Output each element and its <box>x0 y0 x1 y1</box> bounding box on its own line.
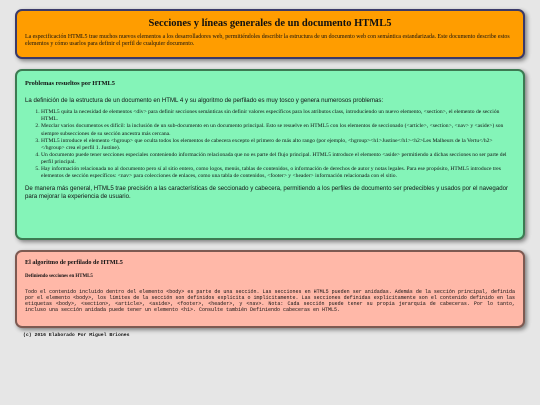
problem-item: 1. HTML5 quita la necesidad de elementos <div> para definir secciones semánticas sin definir valores específicos para los atributos class, introduciendo un nuevo elemento, <section>, el elemento de sección HTML. <box>41 109 515 123</box>
problem-item: 4. Un documento puede tener secciones especiales conteniendo información relacionada que no es parte del flujo principal. HTML5 introduce el elemento <aside> permitiendo a dichas secciones no ser parte del perfil principal. <box>41 152 515 166</box>
problem-item: 3. HTML5 introduce el elemento <hgroup> que oculta todos los elementos de cabecera excepto el primero de más alto rango (por ejemplo, <hgroup><h1>Justine</h1><h2>Les Malheurs de la Vertu</h2></hgroup> crea el perfil 1. Justine). <box>41 138 515 152</box>
problems-section <box>15 69 525 240</box>
header-description: La especificación HTML5 trae muchos nuevos elementos a los desarrolladores web, permitiéndoles describir la estructura de un documento web con semántica estandarizada. Este documento describe estos elementos y cómo usarlos para definir el perfil de cualquier documento. <box>25 34 510 48</box>
page-title: Secciones y líneas generales de un documento HTML5 <box>148 18 392 29</box>
problem-item: 5. Hay información relacionada no al documento pero sí al sitio entero, como logos, menús, tablas de contenidos, o información de derechos de autor y notas legales. Para ese propósito, HTML5 introduce tres elementos de sección específicos: <nav> para colecciones de enlaces, como una tabla de contenidos, <footer> y <header> información relacionada con el sitio. <box>41 166 515 180</box>
problems-intro: La definición de la estructura de un documento en HTML 4 y su algoritmo de perfilado es muy tosco y genera numerosos problemas: <box>25 97 384 104</box>
problems-title: Problemas resueltos por HTML5 <box>25 80 115 87</box>
algorithm-section <box>15 250 525 328</box>
algorithm-title: El algoritmo de perfilado de HTML5 <box>25 259 123 266</box>
algorithm-text: Todo el contenido incluido dentro del elemento <body> es parte de una sección. Las secciones en HTML5 pueden ser anidadas. Además de la sección principal, definida por el elemento <body>, los límites de la sección son definidos explícita o implícitamente. Las secciones definidas explícitamente son el contenido definido en las etiquetas <body>, <section>, <article>, <aside>, <footer>, <header>, y <nav>. Nota: Cada sección puede tener su propia jerarquía de cabeceras. Por lo tanto, incluso una sección anidada puede tener un elemento <h1>. Consulte también Definiendo cabeceras en HTML5. <box>25 289 515 313</box>
page-header <box>15 9 525 59</box>
algorithm-subtitle: Definiendo secciones en HTML5 <box>25 274 93 279</box>
copyright-footer: (c) 2016 Elaborado Por Miguel Briones <box>23 333 130 338</box>
problems-conclusion: De manera más general, HTML5 trae precisión a las características de seccionado y cabecera, permitiendo a los perfiles de documento ser predecibles y usados por el navegador para mejorar la experiencia de usuario. <box>25 185 509 200</box>
problems-list <box>25 109 515 180</box>
problem-item: 2. Mezclar varios documentos es difícil: la inclusión de un sub-documento en un documento principal. Esto se resuelve en HTML5 con los elementos de seccionado (<article>, <section>, <nav> y <aside>) son siempre subsecciones de su sección ancestra más cercana. <box>41 123 515 137</box>
